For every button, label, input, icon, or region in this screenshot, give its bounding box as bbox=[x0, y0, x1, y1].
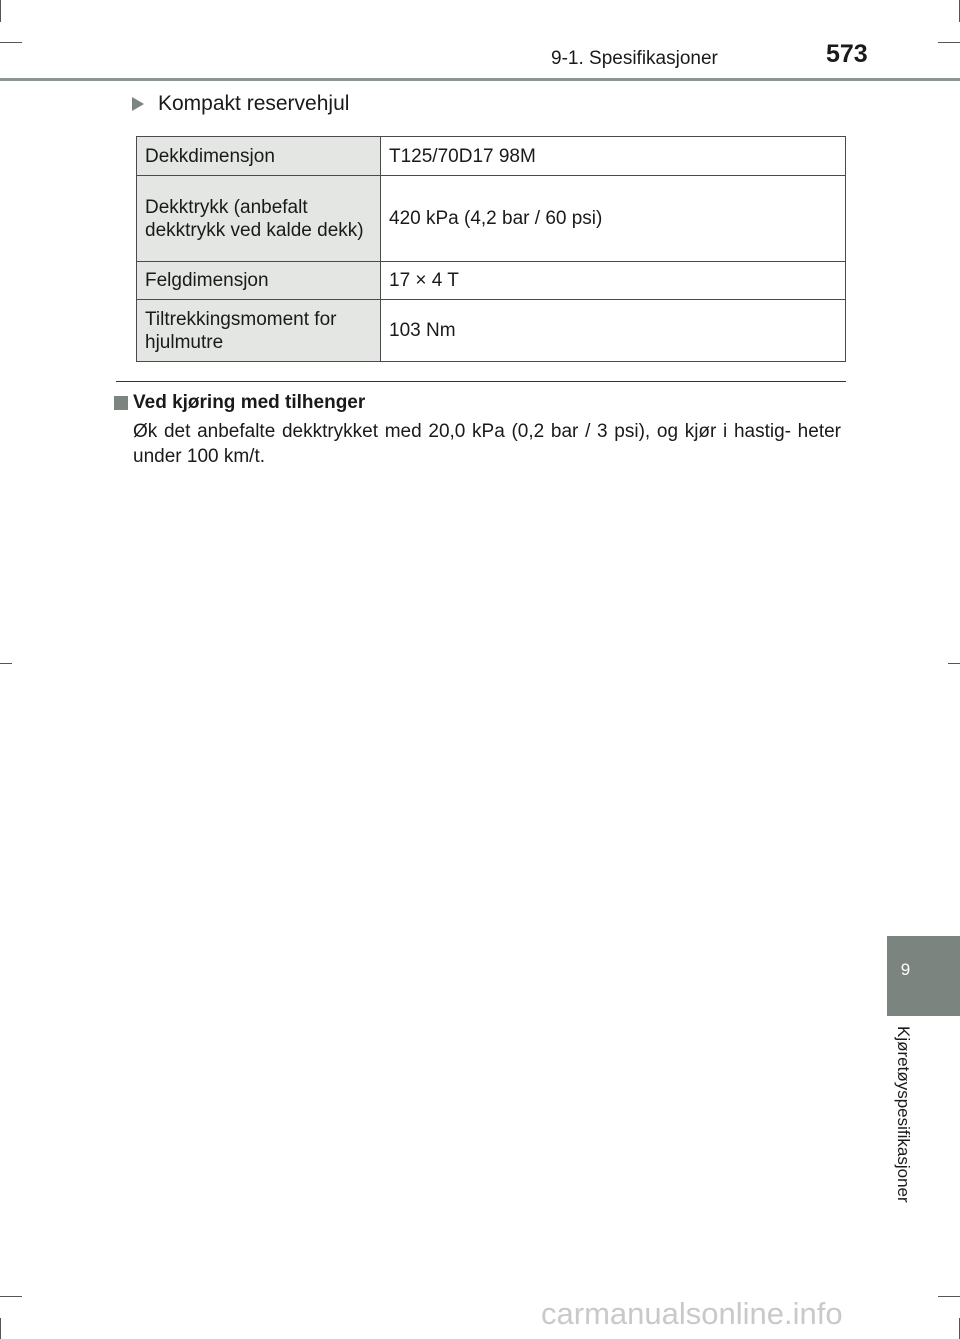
square-bullet-icon bbox=[114, 396, 128, 410]
table-row bbox=[137, 137, 846, 176]
note-heading bbox=[114, 392, 365, 414]
table-value-cell: T125/70D17 98M bbox=[381, 137, 846, 176]
crop-mark bbox=[938, 1296, 960, 1297]
chapter-label-text: Kjøretøyspesifikasjoner bbox=[894, 1026, 913, 1203]
table-row bbox=[137, 300, 846, 362]
crop-mark bbox=[948, 663, 960, 664]
crop-mark bbox=[0, 0, 1, 22]
crop-mark bbox=[0, 1318, 1, 1339]
table-key-cell: Tiltrekkingsmoment for hjulmutre bbox=[137, 300, 381, 362]
note-heading-text: Ved kjøring med tilhenger bbox=[133, 392, 366, 413]
subsection-title: Kompakt reservehjul bbox=[158, 92, 350, 115]
page-number: 573 bbox=[826, 40, 868, 68]
table-key-cell: Dekkdimensjon bbox=[137, 137, 381, 176]
table-key-cell: Felgdimensjon bbox=[137, 262, 381, 300]
table-row bbox=[137, 176, 846, 262]
table-value-cell: 420 kPa (4,2 bar / 60 psi) bbox=[381, 176, 846, 262]
table-row bbox=[137, 262, 846, 300]
spec-table bbox=[136, 136, 846, 362]
note-body: Øk det anbefalte dekktrykket med 20,0 kPa (0,2 bar / 3 psi), og kjør i hastig- heter under 100 km/t. bbox=[133, 421, 841, 467]
crop-mark bbox=[0, 42, 22, 43]
table-value-cell: 17 × 4 T bbox=[381, 262, 846, 300]
crop-mark bbox=[0, 1296, 22, 1297]
crop-mark bbox=[0, 663, 12, 664]
watermark: carmanualsonline.info bbox=[541, 1296, 843, 1331]
chapter-label bbox=[893, 1026, 917, 1236]
table-value-cell: 103 Nm bbox=[381, 300, 846, 362]
chapter-tab bbox=[887, 936, 960, 1016]
table-key-cell: Dekktrykk (anbefalt dekktrykk ved kalde dekk) bbox=[137, 176, 381, 262]
section-title: 9-1. Spesifikasjoner bbox=[551, 48, 718, 69]
note-divider bbox=[116, 381, 846, 382]
chapter-number: 9 bbox=[900, 960, 911, 979]
subsection-heading bbox=[132, 92, 349, 116]
header-rule bbox=[0, 78, 960, 81]
triangle-bullet-icon bbox=[132, 97, 144, 111]
crop-mark bbox=[938, 42, 960, 43]
